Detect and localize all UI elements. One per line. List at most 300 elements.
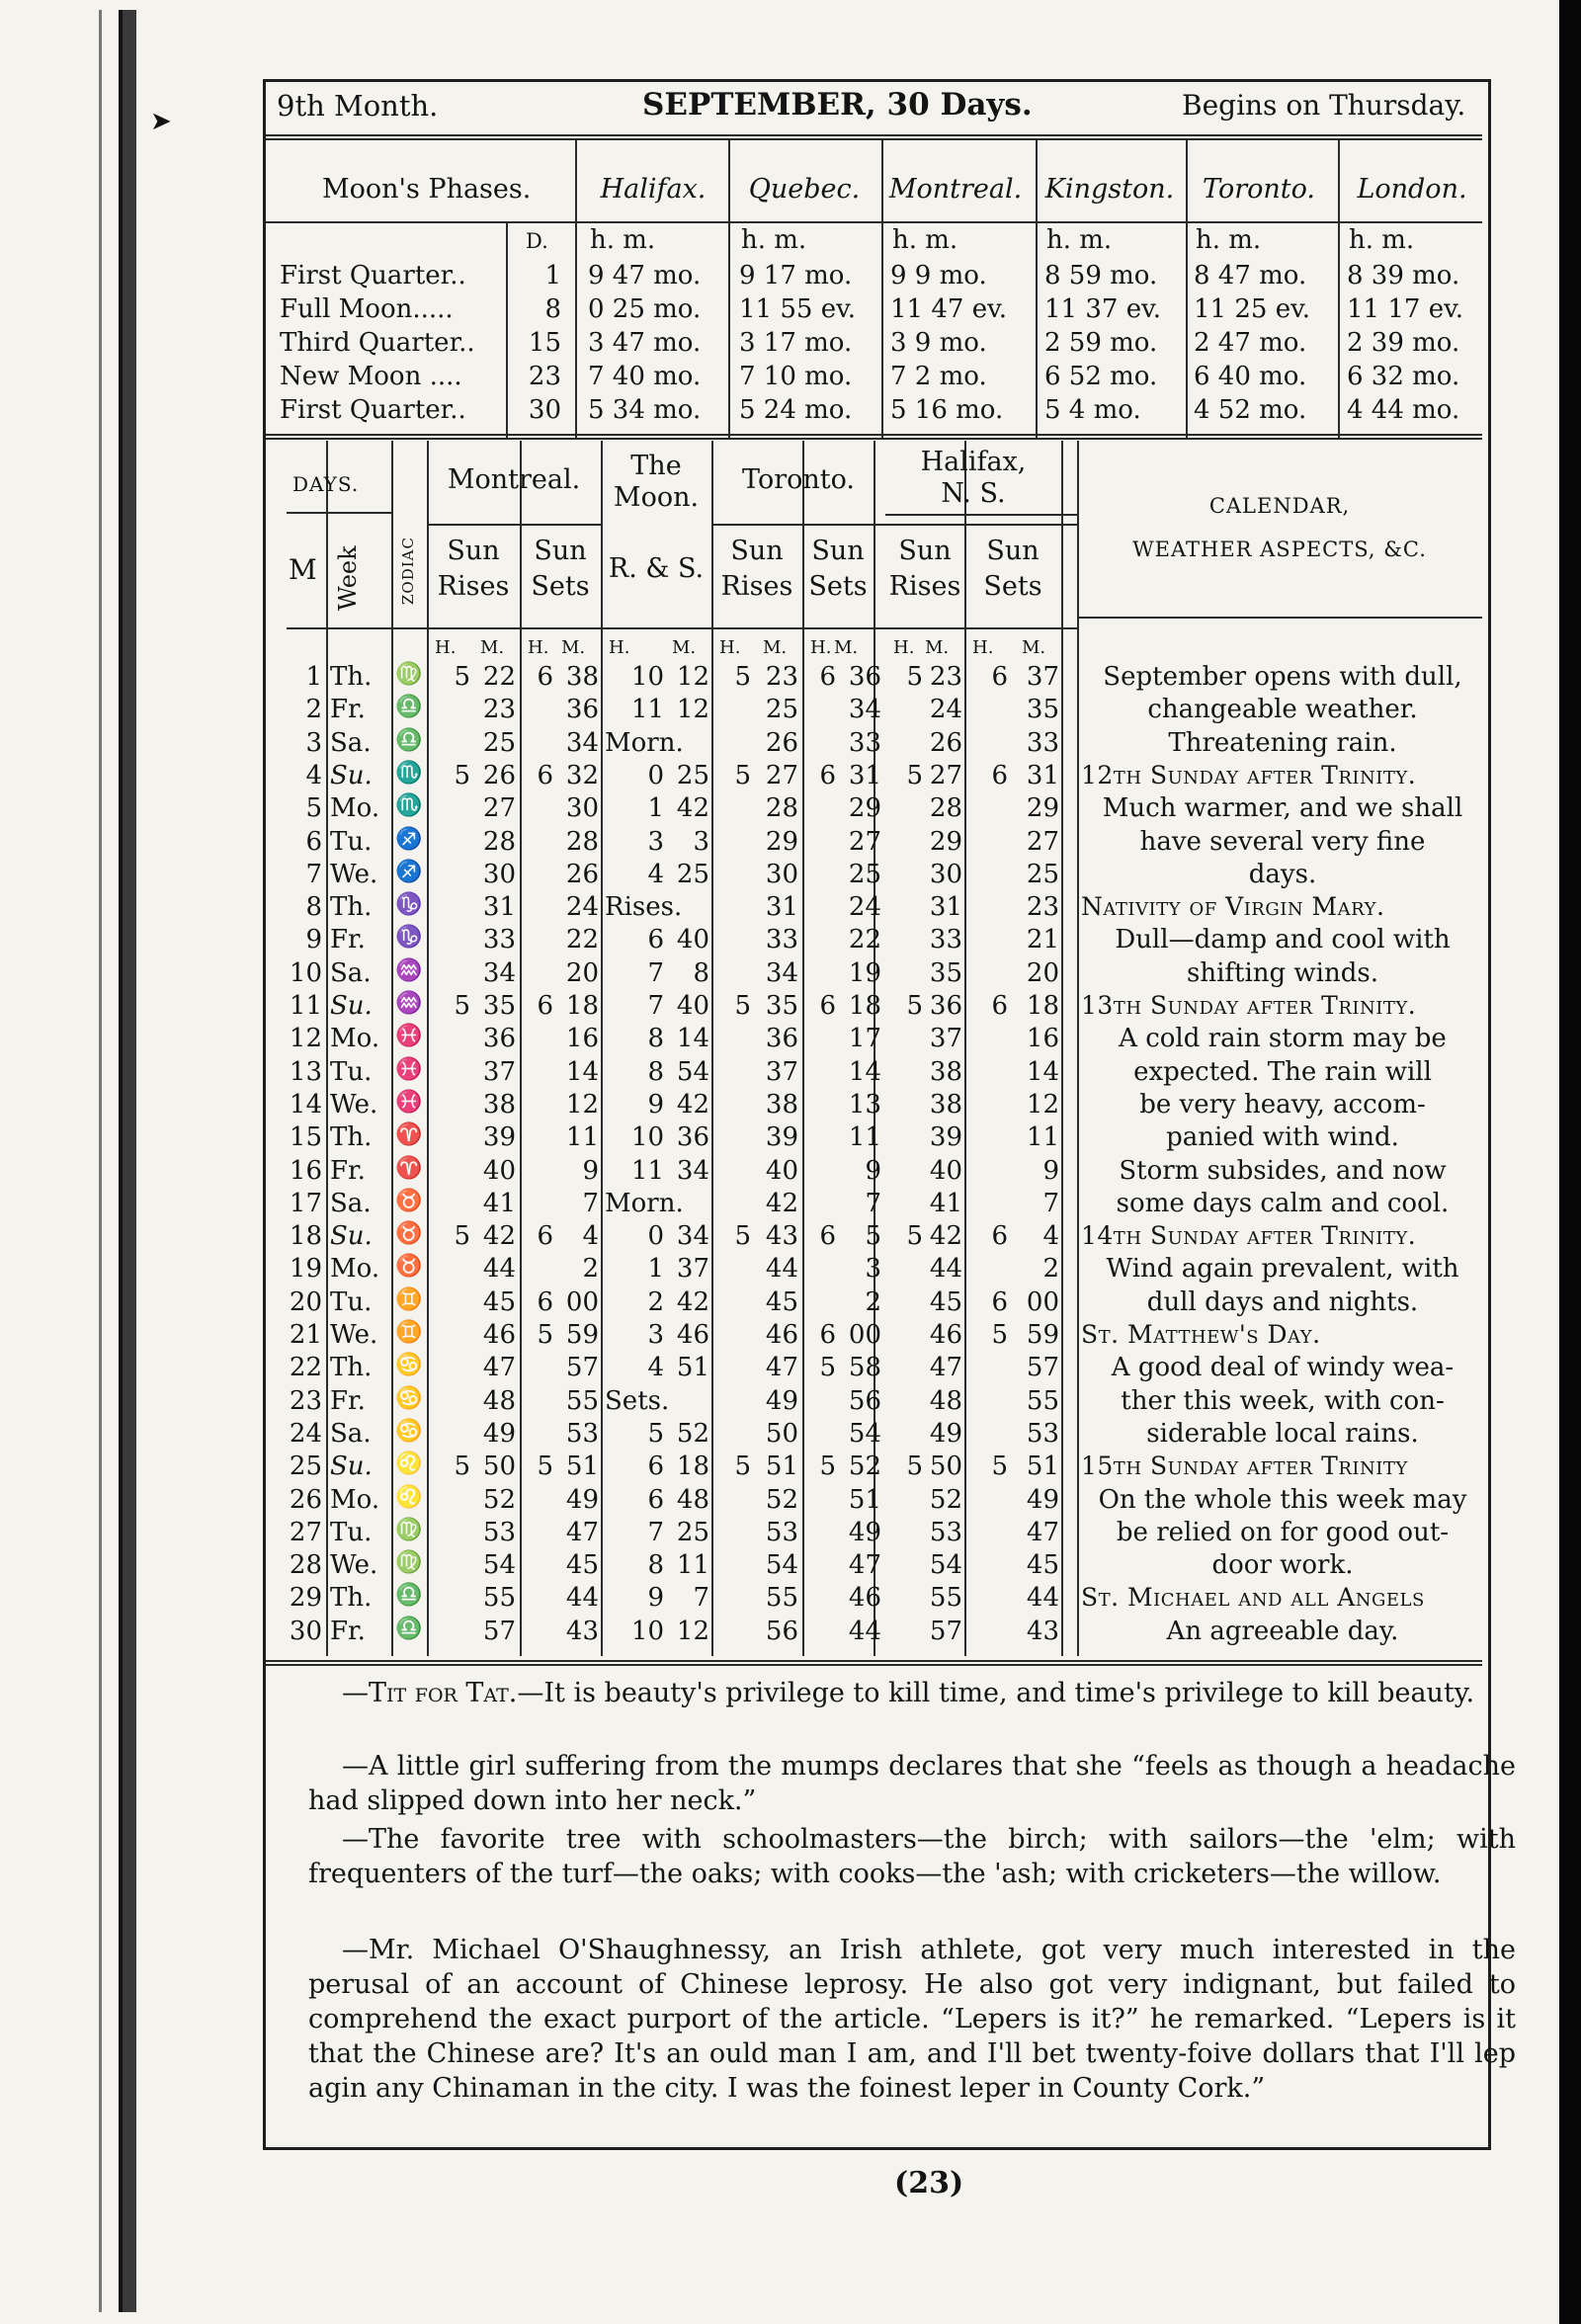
cal-cell: 40 [929,1155,962,1186]
phases-unit: h. m. [1196,225,1262,255]
calendar-note: some days calm and cool. [1116,1188,1450,1218]
cal-cell: 53 [929,1517,962,1547]
cal-cell: 1 [647,1254,664,1285]
calendar-note: Storm subsides, and now [1119,1155,1447,1186]
cal-cell: 21 [1026,925,1059,955]
cal-cell: 52 [929,1484,962,1515]
cal-cell: 47 [929,1353,962,1383]
cal-cell: We. [330,1089,378,1120]
cal-cell: 14 [565,1056,599,1087]
cal-cell: 53 [1026,1418,1059,1449]
calendar-note: expected. The rain will [1133,1056,1432,1087]
cal-cell: 00 [1026,1286,1059,1317]
phases-city-0: Halifax. [600,174,707,205]
cal-cell: 25 [765,695,798,725]
cal-cell: 37 [482,1056,516,1087]
cal-cell: 28 [765,793,798,824]
cal-cell: 46 [482,1320,516,1350]
cal-cell: 0 [647,760,664,790]
cal-cell: 4 [582,1221,599,1252]
cal-cell: 40 [482,1155,516,1186]
cal-cell: 6 [991,1286,1008,1317]
cal-cell: 3 [693,826,709,857]
cal-cell: 12 [289,1024,322,1054]
cal-cell: 4 [647,859,664,889]
cal-cell: 14 [676,1024,709,1054]
cal-col-rule [427,441,429,1656]
cal-cell: 5 [734,760,751,790]
sun-label-b: Sets [808,571,868,602]
calendar-note: Threatening rain. [1168,727,1397,758]
cal-cell: ♈ [395,1122,423,1148]
cal-cell: 12 [676,1616,709,1646]
anecdote-text: —Mr. Michael O'Shaughnessy, an Irish athlete, got very much interested in the perusal of an account of Chinese leprosy. He also got very indignant, but failed to comprehend the exact purport of the article. “Lepers is it?” he remarked. “Lepers is it that the Chinese are? It's an ould man I am, and I'll bet twenty-foive dollars that I'll lep agin any Chinaman in the city. I was the foinest leper in County Cork.” [308,1935,1516,2104]
cal-cell: 1 [647,793,664,824]
phases-unit: h. m. [1349,225,1415,255]
cal-cell: 44 [765,1254,798,1285]
cal-cell: 8 [693,957,709,988]
cal-cell: 31 [765,892,798,923]
cal-cell: ♋ [395,1418,423,1444]
cal-cell: Su. [330,760,373,790]
cal-cell: ♒ [395,991,423,1016]
phases-unit: h. m. [892,225,958,255]
cal-cell: 40 [676,925,709,955]
cal-cell: 57 [1026,1353,1059,1383]
cal-cell: 6 [819,1320,836,1350]
cal-cell: 6 [647,1484,664,1515]
cal-cell: 30 [929,859,962,889]
cal-cell: 18 [289,1221,322,1252]
cal-sub-rule [885,514,1077,516]
cal-cell: 37 [765,1056,798,1087]
cal-cell: 48 [929,1385,962,1416]
cal-cell: 21 [289,1320,322,1350]
calendar-note: have several very fine [1139,826,1426,857]
phase-day: 23 [528,362,561,391]
halifax-label-b: N. S. [941,478,1006,509]
cal-cell: Fr. [330,925,366,955]
cal-cell: 29 [289,1583,322,1614]
cal-cell: 45 [482,1286,516,1317]
cal-cell: 8 [647,1056,664,1087]
cal-cell: 46 [929,1320,962,1350]
cal-cell: 28 [929,793,962,824]
header-rule [266,134,1482,140]
cal-cell: 5 [991,1320,1008,1350]
calendar-note: changeable weather. [1147,695,1418,725]
cal-cell: 11 [848,1122,881,1153]
cal-cell: ♑ [395,925,423,951]
phases-day-col: D. [526,229,548,253]
cal-cell: 3 [865,1254,881,1285]
page-title: SEPTEMBER, 30 Days. [642,87,1033,123]
calendar-note: shifting winds. [1186,957,1378,988]
cal-cell: 46 [765,1320,798,1350]
cal-cell: 7 [647,991,664,1021]
cal-cell: 39 [482,1122,516,1153]
cal-cell: 16 [565,1024,599,1054]
cal-cell: 54 [482,1550,516,1581]
cal-cell: 29 [929,826,962,857]
cal-cell: We. [330,859,378,889]
cal-cell: 18 [1026,991,1059,1021]
cal-cell: 7 [865,1188,881,1218]
cal-cell: 5 [734,662,751,692]
cal-cell: 6 [537,1221,553,1252]
calendar-note: Wind again prevalent, with [1106,1254,1459,1285]
cal-days-rule [287,512,391,514]
cal-cell: 50 [929,1452,962,1482]
cal-cell: 29 [1026,793,1059,824]
cal-cell: 58 [848,1353,881,1383]
calendar-note: be very heavy, accom- [1139,1089,1426,1120]
cal-cell: 39 [765,1122,798,1153]
cal-cell: 54 [676,1056,709,1087]
cal-cell: ♍ [395,662,423,687]
cal-cell: 27 [848,826,881,857]
cal-notes-rule [1077,441,1079,1656]
cal-cell: 49 [565,1484,599,1515]
cal-cell: 54 [765,1550,798,1581]
cal-cell: 9 [647,1089,664,1120]
phase-time: 2 59 mo. [1044,328,1158,358]
cal-cell: 49 [929,1418,962,1449]
cal-cell: 12 [676,695,709,725]
page-number: (23) [894,2166,964,2200]
cal-cell: 5 [454,662,470,692]
cal-cell: 27 [482,793,516,824]
cal-cell: 49 [848,1517,881,1547]
phase-day: 30 [528,395,561,425]
phase-name: First Quarter.. [280,261,466,290]
cal-cell: 37 [676,1254,709,1285]
calendar-note: September opens with dull, [1103,662,1462,692]
cal-cell: 3 [305,727,322,758]
cal-cell: Mo. [330,1254,380,1285]
cal-cell: 54 [848,1418,881,1449]
phase-day: 1 [544,261,561,290]
cal-cell: 31 [1026,760,1059,790]
phase-time: 11 17 ev. [1347,294,1463,324]
cal-cell: 22 [848,925,881,955]
cal-cell: 37 [1026,662,1059,692]
cal-cell: 12 [565,1089,599,1120]
cal-col-rule [964,441,966,1656]
cal-cell: 5 [734,1221,751,1252]
cal-cell: 30 [482,859,516,889]
cal-cell: 34 [848,695,881,725]
cal-cell: 40 [765,1155,798,1186]
cal-cell: 6 [991,1221,1008,1252]
cal-cell: 49 [1026,1484,1059,1515]
cal-cell: 25 [482,727,516,758]
cal-cell: 35 [929,957,962,988]
cal-cell: 5 [819,1353,836,1383]
cal-cell: 33 [482,925,516,955]
cal-cell: 49 [765,1385,798,1416]
cal-cell: 50 [482,1452,516,1482]
cal-cell: 5 [537,1320,553,1350]
phase-time: 6 52 mo. [1044,362,1158,391]
cal-cell: 53 [482,1517,516,1547]
phase-name: Third Quarter.. [280,328,475,358]
anecdote-indent [308,1935,342,1965]
hm-m: M. [763,637,788,658]
cal-cell: 38 [765,1089,798,1120]
calendar-note: dull days and nights. [1146,1286,1419,1317]
cal-cell: 47 [565,1517,599,1547]
hm-m: M. [834,637,859,658]
phases-city-4: Toronto. [1203,174,1315,205]
cal-cell: 31 [848,760,881,790]
cal-cell: 7 [647,957,664,988]
cal-cell: 34 [482,957,516,988]
hm-h: H. [528,637,549,658]
cal-cell: ♎ [395,1616,423,1641]
cal-cell: 35 [1026,695,1059,725]
anecdotes-rule [266,1660,1482,1666]
cal-cell: 9 [647,1583,664,1614]
cal-cell: 40 [676,991,709,1021]
cal-cell: 11 [565,1122,599,1153]
cal-cell: 45 [1026,1550,1059,1581]
cal-cell: 18 [565,991,599,1021]
cal-cell: ♎ [395,727,423,753]
cal-cell: 25 [1026,859,1059,889]
cal-cell: 3 [647,826,664,857]
cal-cell: 44 [929,1254,962,1285]
cal-cell: 6 [537,662,553,692]
cal-cell: 6 [647,925,664,955]
cal-cell: 11 [630,1155,664,1186]
rs-label: R. & S. [608,553,705,584]
phase-time: 9 9 mo. [890,261,987,290]
anecdote-text: —The favorite tree with schoolmasters—the birch; with sailors—the 'elm; with frequenters of the turf—the oaks; with cooks—the 'ash; with cricketers—the willow. [308,1824,1516,1889]
calendar-note: days. [1248,859,1317,889]
phase-time: 5 24 mo. [739,395,853,425]
cal-cell: 10 [289,957,322,988]
cal-cell: 8 [647,1024,664,1054]
anecdote-paragraph [308,1676,1516,1710]
cal-cell: 10 [630,662,664,692]
cal-cell: 42 [676,1089,709,1120]
cal-cell: 2 [582,1254,599,1285]
phases-unit: h. m. [741,225,807,255]
cal-cell: 16 [289,1155,322,1186]
phase-time: 9 17 mo. [739,261,853,290]
cal-cell: Fr. [330,1155,366,1186]
cal-cell: ♐ [395,859,423,884]
zodiac-label: ZODIAC [399,537,417,605]
hm-m: M. [561,637,586,658]
sun-label-b: Rises [888,571,961,602]
cal-cell: 34 [676,1221,709,1252]
cal-cell: 37 [929,1024,962,1054]
halifax-label-a: Halifax, [920,447,1027,477]
cal-cell: Tu. [330,1517,373,1547]
cal-col-rule [802,441,804,1656]
cal-cell: ♊ [395,1286,423,1312]
cal-cell: Rises. [605,892,683,923]
cal-cell: 6 [991,991,1008,1021]
cal-cell: 14 [1026,1056,1059,1087]
cal-cell: ♓ [395,1089,423,1115]
cal-cell: 55 [482,1583,516,1614]
calendar-note: panied with wind. [1166,1122,1399,1153]
cal-cell: 00 [848,1320,881,1350]
cal-cell: Sets. [605,1385,670,1416]
hm-h: H. [719,637,741,658]
phase-time: 3 17 mo. [739,328,853,358]
cal-cell: 20 [1026,957,1059,988]
cal-cell: 48 [676,1484,709,1515]
phases-city-3: Kingston. [1044,174,1175,205]
anecdote-indent [308,1751,342,1782]
cal-cell: 9 [1042,1155,1059,1186]
phase-time: 0 25 mo. [588,294,702,324]
cal-cell: 26 [565,859,599,889]
cal-cell: 42 [765,1188,798,1218]
cal-cell: 26 [289,1484,322,1515]
cal-cell: Sa. [330,1188,372,1218]
cal-cell: 44 [1026,1583,1059,1614]
cal-cell: 5 [454,1452,470,1482]
cal-cell: We. [330,1550,378,1581]
cal-cell: 25 [676,859,709,889]
cal-cell: Th. [330,662,373,692]
cal-cell: ♓ [395,1056,423,1082]
phase-time: 5 34 mo. [588,395,702,425]
cal-cell: 5 [454,1221,470,1252]
cal-cell: 5 [647,1418,664,1449]
cal-cell: 54 [929,1550,962,1581]
anecdote-indent [308,1678,342,1708]
cal-cell: Morn. [605,1188,684,1218]
hm-h: H. [972,637,994,658]
cal-cell: 55 [1026,1385,1059,1416]
cal-head-rule [287,627,1077,629]
cal-col-rule [1061,441,1063,1656]
cal-cell: 36 [765,1024,798,1054]
anecdote-paragraph [308,1749,1516,1818]
cal-cell: ♏ [395,760,423,786]
cal-cell: 30 [765,859,798,889]
cal-cell: ♑ [395,892,423,918]
month-label: 9th Month. [277,89,439,123]
cal-cell: 33 [929,925,962,955]
cal-cell: 25 [848,859,881,889]
cal-cell: Fr. [330,1616,366,1646]
hm-m: M. [1022,637,1046,658]
cal-cell: 49 [482,1418,516,1449]
cal-sub-rule [711,524,1077,526]
cal-cell: 12 [676,662,709,692]
cal-cell: We. [330,1320,378,1350]
cal-cell: 28 [289,1550,322,1581]
cal-cell: 57 [565,1353,599,1383]
cal-cell: ♋ [395,1353,423,1378]
binding-edge [99,10,102,2312]
cal-cell: 17 [289,1188,322,1218]
toronto-label: Toronto. [742,464,855,495]
phase-day: 8 [544,294,561,324]
phase-time: 3 47 mo. [588,328,702,358]
sun-label-a: Sun [898,536,952,566]
cal-cell: 9 [305,925,322,955]
phase-time: 8 47 mo. [1194,261,1307,290]
cal-cell: 00 [565,1286,599,1317]
cal-cell: 23 [482,695,516,725]
cal-cell: 35 [482,991,516,1021]
anecdote-lead: —Tit for Tat. [342,1678,518,1708]
cal-cell: 4 [305,760,322,790]
cal-cell: 52 [482,1484,516,1515]
calendar-note: St. Michael and all Angels [1081,1583,1425,1613]
calendar-note: ther this week, with con- [1121,1385,1445,1416]
cal-cell: 7 [305,859,322,889]
sun-label-a: Sun [534,536,587,566]
cal-cell: 38 [929,1089,962,1120]
cal-cell: 23 [289,1385,322,1416]
cal-cell: 55 [929,1583,962,1614]
cal-cell: 5 [865,1221,881,1252]
cal-cell: 24 [565,892,599,923]
cal-cell: 55 [565,1385,599,1416]
begins-label: Begins on Thursday. [1182,89,1466,122]
cal-cell: 13 [289,1056,322,1087]
cal-cell: 46 [848,1583,881,1614]
phase-name: New Moon .... [280,362,462,391]
cal-cell: 16 [1026,1024,1059,1054]
cal-cell: 5 [537,1452,553,1482]
cal-cell: Fr. [330,695,366,725]
cal-cell: 27 [1026,826,1059,857]
hm-m: M. [925,637,950,658]
anecdote-text: —It is beauty's privilege to kill time, and time's privilege to kill beauty. [517,1678,1475,1708]
phase-name: First Quarter.. [280,395,466,425]
cal-cell: Tu. [330,826,373,857]
cal-cell: 41 [482,1188,516,1218]
calendar-note: Dull—damp and cool with [1115,925,1451,955]
cal-cell: 57 [482,1616,516,1646]
cal-cell: 6 [819,1221,836,1252]
sun-label-a: Sun [447,536,500,566]
calendar-note: door work. [1211,1550,1354,1581]
cal-cell: 53 [565,1418,599,1449]
cal-col-rule [711,441,713,1656]
cal-cell: 25 [289,1452,322,1482]
cal-cell: 24 [929,695,962,725]
cal-cell: ♊ [395,1320,423,1345]
cal-cell: 24 [848,892,881,923]
cal-cell: 22 [482,662,516,692]
calendar-note: 13th Sunday after Trinity. [1081,991,1417,1020]
cal-cell: 23 [1026,892,1059,923]
cal-cell: 43 [565,1616,599,1646]
cal-cell: 34 [676,1155,709,1186]
cal-cell: 5 [906,760,923,790]
cal-cell: 51 [565,1452,599,1482]
cal-cell: 59 [565,1320,599,1350]
cal-cell: ♋ [395,1385,423,1411]
cal-cell: 1 [305,662,322,692]
cal-cell: 56 [765,1616,798,1646]
cal-cell: 4 [647,1353,664,1383]
cal-cell: 43 [765,1221,798,1252]
calendar-note: 15th Sunday after Trinity [1081,1452,1408,1481]
cal-cell: 28 [565,826,599,857]
